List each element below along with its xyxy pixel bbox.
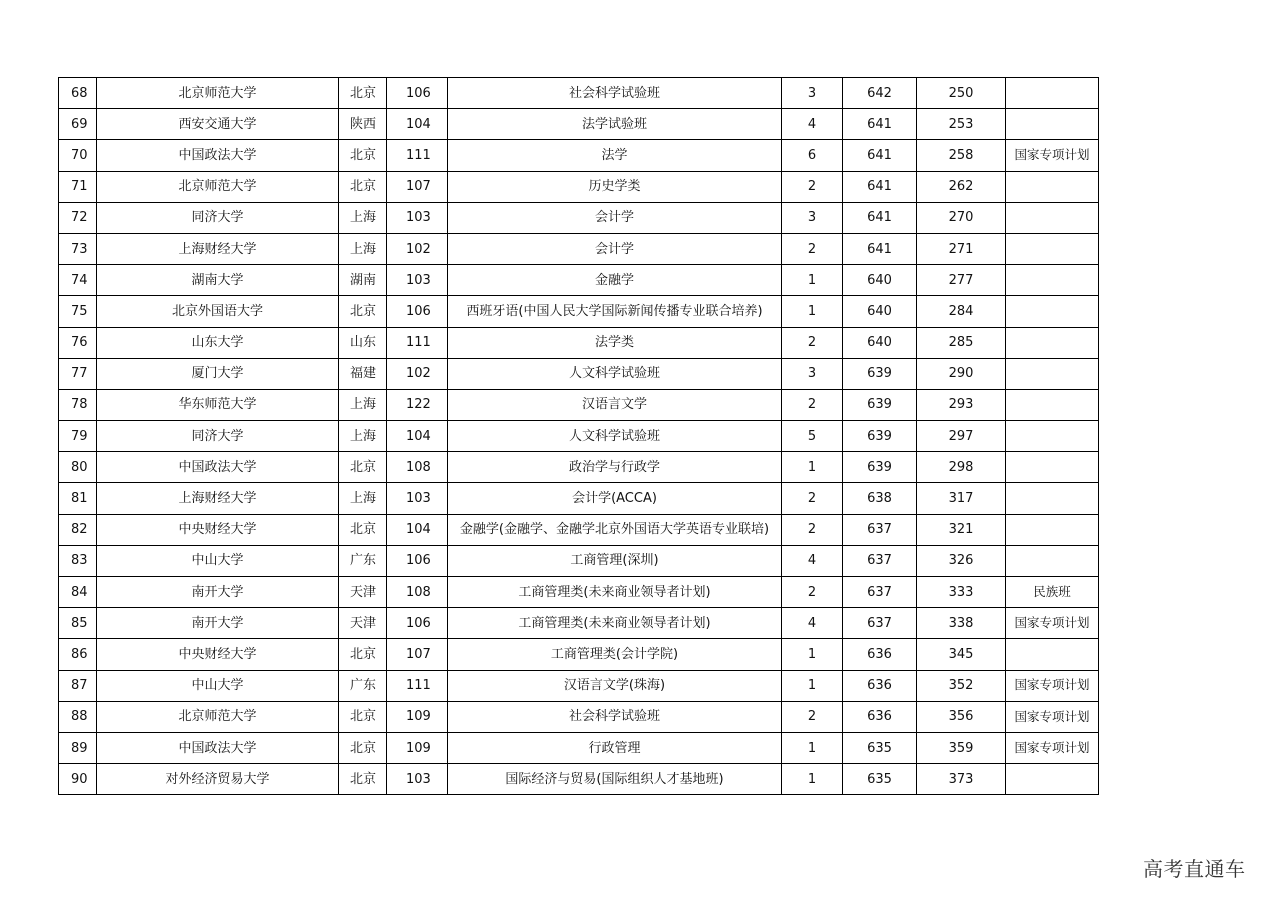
cell-province: 陕西 bbox=[339, 109, 387, 140]
cell-university: 上海财经大学 bbox=[97, 233, 339, 264]
cell-seq: 80 bbox=[59, 452, 97, 483]
cell-seq: 83 bbox=[59, 545, 97, 576]
cell-major: 西班牙语(中国人民大学国际新闻传播专业联合培养) bbox=[448, 296, 782, 327]
cell-code: 108 bbox=[387, 452, 448, 483]
cell-major: 法学试验班 bbox=[448, 109, 782, 140]
table-row bbox=[59, 140, 1099, 171]
cell-university: 北京师范大学 bbox=[97, 78, 339, 109]
cell-note bbox=[1006, 265, 1099, 296]
cell-seq: 85 bbox=[59, 608, 97, 639]
cell-plan: 2 bbox=[782, 233, 843, 264]
cell-major: 汉语言文学(珠海) bbox=[448, 670, 782, 701]
table-row bbox=[59, 171, 1099, 202]
cell-seq: 86 bbox=[59, 639, 97, 670]
cell-code: 122 bbox=[387, 389, 448, 420]
cell-score: 635 bbox=[843, 764, 917, 795]
cell-major: 金融学 bbox=[448, 265, 782, 296]
cell-seq: 77 bbox=[59, 358, 97, 389]
admissions-table-wrapper bbox=[58, 77, 1099, 795]
cell-rank: 338 bbox=[917, 608, 1006, 639]
cell-province: 北京 bbox=[339, 764, 387, 795]
cell-seq: 69 bbox=[59, 109, 97, 140]
cell-code: 104 bbox=[387, 109, 448, 140]
cell-plan: 1 bbox=[782, 732, 843, 763]
cell-score: 639 bbox=[843, 358, 917, 389]
cell-score: 641 bbox=[843, 109, 917, 140]
cell-plan: 3 bbox=[782, 202, 843, 233]
cell-plan: 2 bbox=[782, 483, 843, 514]
cell-university: 中国政法大学 bbox=[97, 140, 339, 171]
cell-university: 南开大学 bbox=[97, 577, 339, 608]
cell-seq: 75 bbox=[59, 296, 97, 327]
cell-score: 640 bbox=[843, 327, 917, 358]
table-row bbox=[59, 78, 1099, 109]
cell-province: 广东 bbox=[339, 545, 387, 576]
cell-code: 111 bbox=[387, 140, 448, 171]
cell-note bbox=[1006, 327, 1099, 358]
cell-province: 北京 bbox=[339, 78, 387, 109]
cell-code: 107 bbox=[387, 171, 448, 202]
cell-score: 637 bbox=[843, 608, 917, 639]
cell-note bbox=[1006, 452, 1099, 483]
cell-code: 103 bbox=[387, 764, 448, 795]
cell-plan: 4 bbox=[782, 109, 843, 140]
cell-plan: 3 bbox=[782, 358, 843, 389]
cell-province: 天津 bbox=[339, 577, 387, 608]
cell-seq: 72 bbox=[59, 202, 97, 233]
cell-note bbox=[1006, 421, 1099, 452]
cell-university: 北京师范大学 bbox=[97, 171, 339, 202]
cell-plan: 3 bbox=[782, 78, 843, 109]
cell-seq: 82 bbox=[59, 514, 97, 545]
cell-university: 中国政法大学 bbox=[97, 732, 339, 763]
cell-plan: 2 bbox=[782, 171, 843, 202]
table-row bbox=[59, 389, 1099, 420]
cell-university: 中央财经大学 bbox=[97, 639, 339, 670]
cell-major: 社会科学试验班 bbox=[448, 701, 782, 732]
admissions-table bbox=[58, 77, 1099, 795]
cell-university: 厦门大学 bbox=[97, 358, 339, 389]
cell-rank: 253 bbox=[917, 109, 1006, 140]
cell-major: 金融学(金融学、金融学北京外国语大学英语专业联培) bbox=[448, 514, 782, 545]
cell-note: 国家专项计划 bbox=[1006, 732, 1099, 763]
cell-major: 法学类 bbox=[448, 327, 782, 358]
watermark-text: 高考直通车 bbox=[1143, 857, 1246, 881]
cell-seq: 74 bbox=[59, 265, 97, 296]
cell-score: 637 bbox=[843, 514, 917, 545]
cell-note: 国家专项计划 bbox=[1006, 608, 1099, 639]
cell-score: 636 bbox=[843, 670, 917, 701]
cell-province: 北京 bbox=[339, 701, 387, 732]
cell-major: 人文科学试验班 bbox=[448, 421, 782, 452]
cell-major: 历史学类 bbox=[448, 171, 782, 202]
cell-province: 广东 bbox=[339, 670, 387, 701]
cell-university: 西安交通大学 bbox=[97, 109, 339, 140]
cell-code: 104 bbox=[387, 421, 448, 452]
cell-score: 637 bbox=[843, 545, 917, 576]
cell-plan: 4 bbox=[782, 545, 843, 576]
cell-university: 中央财经大学 bbox=[97, 514, 339, 545]
cell-major: 工商管理类(未来商业领导者计划) bbox=[448, 608, 782, 639]
cell-rank: 333 bbox=[917, 577, 1006, 608]
cell-plan: 1 bbox=[782, 265, 843, 296]
cell-code: 106 bbox=[387, 78, 448, 109]
table-body bbox=[59, 78, 1099, 795]
cell-plan: 1 bbox=[782, 764, 843, 795]
cell-seq: 90 bbox=[59, 764, 97, 795]
cell-major: 人文科学试验班 bbox=[448, 358, 782, 389]
cell-rank: 317 bbox=[917, 483, 1006, 514]
table-row bbox=[59, 483, 1099, 514]
cell-major: 社会科学试验班 bbox=[448, 78, 782, 109]
cell-note bbox=[1006, 483, 1099, 514]
cell-code: 111 bbox=[387, 327, 448, 358]
cell-rank: 321 bbox=[917, 514, 1006, 545]
cell-university: 湖南大学 bbox=[97, 265, 339, 296]
cell-score: 639 bbox=[843, 389, 917, 420]
table-row bbox=[59, 421, 1099, 452]
cell-note bbox=[1006, 171, 1099, 202]
cell-province: 上海 bbox=[339, 421, 387, 452]
cell-rank: 352 bbox=[917, 670, 1006, 701]
cell-university: 北京师范大学 bbox=[97, 701, 339, 732]
cell-seq: 68 bbox=[59, 78, 97, 109]
cell-note bbox=[1006, 78, 1099, 109]
cell-plan: 4 bbox=[782, 608, 843, 639]
cell-note bbox=[1006, 296, 1099, 327]
cell-note bbox=[1006, 109, 1099, 140]
cell-province: 福建 bbox=[339, 358, 387, 389]
table-row bbox=[59, 109, 1099, 140]
cell-rank: 277 bbox=[917, 265, 1006, 296]
cell-code: 111 bbox=[387, 670, 448, 701]
cell-province: 北京 bbox=[339, 514, 387, 545]
cell-seq: 81 bbox=[59, 483, 97, 514]
cell-province: 北京 bbox=[339, 171, 387, 202]
cell-seq: 84 bbox=[59, 577, 97, 608]
cell-major: 法学 bbox=[448, 140, 782, 171]
cell-note: 国家专项计划 bbox=[1006, 670, 1099, 701]
cell-score: 641 bbox=[843, 233, 917, 264]
table-row bbox=[59, 545, 1099, 576]
cell-plan: 2 bbox=[782, 577, 843, 608]
cell-rank: 258 bbox=[917, 140, 1006, 171]
cell-rank: 373 bbox=[917, 764, 1006, 795]
cell-province: 山东 bbox=[339, 327, 387, 358]
cell-rank: 250 bbox=[917, 78, 1006, 109]
cell-code: 109 bbox=[387, 701, 448, 732]
cell-plan: 6 bbox=[782, 140, 843, 171]
cell-province: 北京 bbox=[339, 452, 387, 483]
table-row bbox=[59, 452, 1099, 483]
table-row bbox=[59, 265, 1099, 296]
cell-code: 107 bbox=[387, 639, 448, 670]
cell-code: 103 bbox=[387, 483, 448, 514]
cell-seq: 79 bbox=[59, 421, 97, 452]
cell-university: 同济大学 bbox=[97, 202, 339, 233]
table-row bbox=[59, 514, 1099, 545]
cell-major: 汉语言文学 bbox=[448, 389, 782, 420]
cell-score: 640 bbox=[843, 265, 917, 296]
cell-major: 国际经济与贸易(国际组织人才基地班) bbox=[448, 764, 782, 795]
cell-rank: 290 bbox=[917, 358, 1006, 389]
cell-rank: 345 bbox=[917, 639, 1006, 670]
cell-seq: 87 bbox=[59, 670, 97, 701]
cell-code: 103 bbox=[387, 202, 448, 233]
cell-major: 工商管理类(会计学院) bbox=[448, 639, 782, 670]
cell-rank: 284 bbox=[917, 296, 1006, 327]
cell-code: 106 bbox=[387, 608, 448, 639]
cell-major: 会计学 bbox=[448, 202, 782, 233]
table-row bbox=[59, 233, 1099, 264]
cell-university: 北京外国语大学 bbox=[97, 296, 339, 327]
cell-major: 工商管理(深圳) bbox=[448, 545, 782, 576]
cell-plan: 2 bbox=[782, 514, 843, 545]
cell-province: 上海 bbox=[339, 389, 387, 420]
cell-rank: 298 bbox=[917, 452, 1006, 483]
cell-score: 638 bbox=[843, 483, 917, 514]
table-row bbox=[59, 327, 1099, 358]
cell-note bbox=[1006, 639, 1099, 670]
cell-major: 会计学(ACCA) bbox=[448, 483, 782, 514]
cell-province: 上海 bbox=[339, 233, 387, 264]
cell-university: 中山大学 bbox=[97, 670, 339, 701]
table-row bbox=[59, 639, 1099, 670]
cell-seq: 88 bbox=[59, 701, 97, 732]
cell-major: 政治学与行政学 bbox=[448, 452, 782, 483]
cell-rank: 262 bbox=[917, 171, 1006, 202]
cell-plan: 2 bbox=[782, 327, 843, 358]
cell-seq: 71 bbox=[59, 171, 97, 202]
cell-score: 642 bbox=[843, 78, 917, 109]
table-row bbox=[59, 701, 1099, 732]
cell-seq: 73 bbox=[59, 233, 97, 264]
cell-score: 636 bbox=[843, 701, 917, 732]
cell-province: 北京 bbox=[339, 140, 387, 171]
cell-note bbox=[1006, 764, 1099, 795]
cell-province: 北京 bbox=[339, 732, 387, 763]
cell-province: 上海 bbox=[339, 202, 387, 233]
cell-plan: 2 bbox=[782, 389, 843, 420]
cell-score: 641 bbox=[843, 140, 917, 171]
cell-university: 华东师范大学 bbox=[97, 389, 339, 420]
cell-plan: 1 bbox=[782, 670, 843, 701]
cell-major: 会计学 bbox=[448, 233, 782, 264]
cell-note bbox=[1006, 545, 1099, 576]
cell-rank: 359 bbox=[917, 732, 1006, 763]
cell-major: 行政管理 bbox=[448, 732, 782, 763]
cell-major: 工商管理类(未来商业领导者计划) bbox=[448, 577, 782, 608]
cell-university: 山东大学 bbox=[97, 327, 339, 358]
cell-seq: 89 bbox=[59, 732, 97, 763]
table-row bbox=[59, 608, 1099, 639]
cell-note: 国家专项计划 bbox=[1006, 701, 1099, 732]
table-row bbox=[59, 670, 1099, 701]
cell-rank: 326 bbox=[917, 545, 1006, 576]
table-row bbox=[59, 296, 1099, 327]
cell-score: 636 bbox=[843, 639, 917, 670]
cell-rank: 293 bbox=[917, 389, 1006, 420]
cell-note bbox=[1006, 358, 1099, 389]
cell-seq: 78 bbox=[59, 389, 97, 420]
cell-rank: 297 bbox=[917, 421, 1006, 452]
cell-rank: 356 bbox=[917, 701, 1006, 732]
cell-code: 102 bbox=[387, 358, 448, 389]
cell-code: 108 bbox=[387, 577, 448, 608]
cell-code: 103 bbox=[387, 265, 448, 296]
cell-university: 中国政法大学 bbox=[97, 452, 339, 483]
cell-score: 639 bbox=[843, 421, 917, 452]
cell-plan: 5 bbox=[782, 421, 843, 452]
cell-seq: 76 bbox=[59, 327, 97, 358]
cell-code: 106 bbox=[387, 296, 448, 327]
cell-score: 641 bbox=[843, 171, 917, 202]
table-row bbox=[59, 764, 1099, 795]
cell-note: 国家专项计划 bbox=[1006, 140, 1099, 171]
cell-university: 同济大学 bbox=[97, 421, 339, 452]
cell-university: 南开大学 bbox=[97, 608, 339, 639]
cell-score: 640 bbox=[843, 296, 917, 327]
cell-note bbox=[1006, 389, 1099, 420]
cell-rank: 285 bbox=[917, 327, 1006, 358]
cell-plan: 1 bbox=[782, 452, 843, 483]
cell-university: 中山大学 bbox=[97, 545, 339, 576]
cell-code: 102 bbox=[387, 233, 448, 264]
cell-province: 上海 bbox=[339, 483, 387, 514]
cell-note bbox=[1006, 202, 1099, 233]
table-row bbox=[59, 577, 1099, 608]
cell-university: 对外经济贸易大学 bbox=[97, 764, 339, 795]
cell-note bbox=[1006, 233, 1099, 264]
cell-plan: 1 bbox=[782, 296, 843, 327]
cell-rank: 270 bbox=[917, 202, 1006, 233]
cell-score: 637 bbox=[843, 577, 917, 608]
cell-score: 641 bbox=[843, 202, 917, 233]
table-row bbox=[59, 358, 1099, 389]
cell-score: 635 bbox=[843, 732, 917, 763]
cell-score: 639 bbox=[843, 452, 917, 483]
table-row bbox=[59, 202, 1099, 233]
cell-code: 104 bbox=[387, 514, 448, 545]
cell-province: 天津 bbox=[339, 608, 387, 639]
cell-rank: 271 bbox=[917, 233, 1006, 264]
cell-plan: 1 bbox=[782, 639, 843, 670]
cell-university: 上海财经大学 bbox=[97, 483, 339, 514]
table-row bbox=[59, 732, 1099, 763]
cell-province: 北京 bbox=[339, 639, 387, 670]
cell-plan: 2 bbox=[782, 701, 843, 732]
cell-note: 民族班 bbox=[1006, 577, 1099, 608]
cell-note bbox=[1006, 514, 1099, 545]
cell-province: 北京 bbox=[339, 296, 387, 327]
cell-seq: 70 bbox=[59, 140, 97, 171]
cell-code: 109 bbox=[387, 732, 448, 763]
cell-code: 106 bbox=[387, 545, 448, 576]
cell-province: 湖南 bbox=[339, 265, 387, 296]
